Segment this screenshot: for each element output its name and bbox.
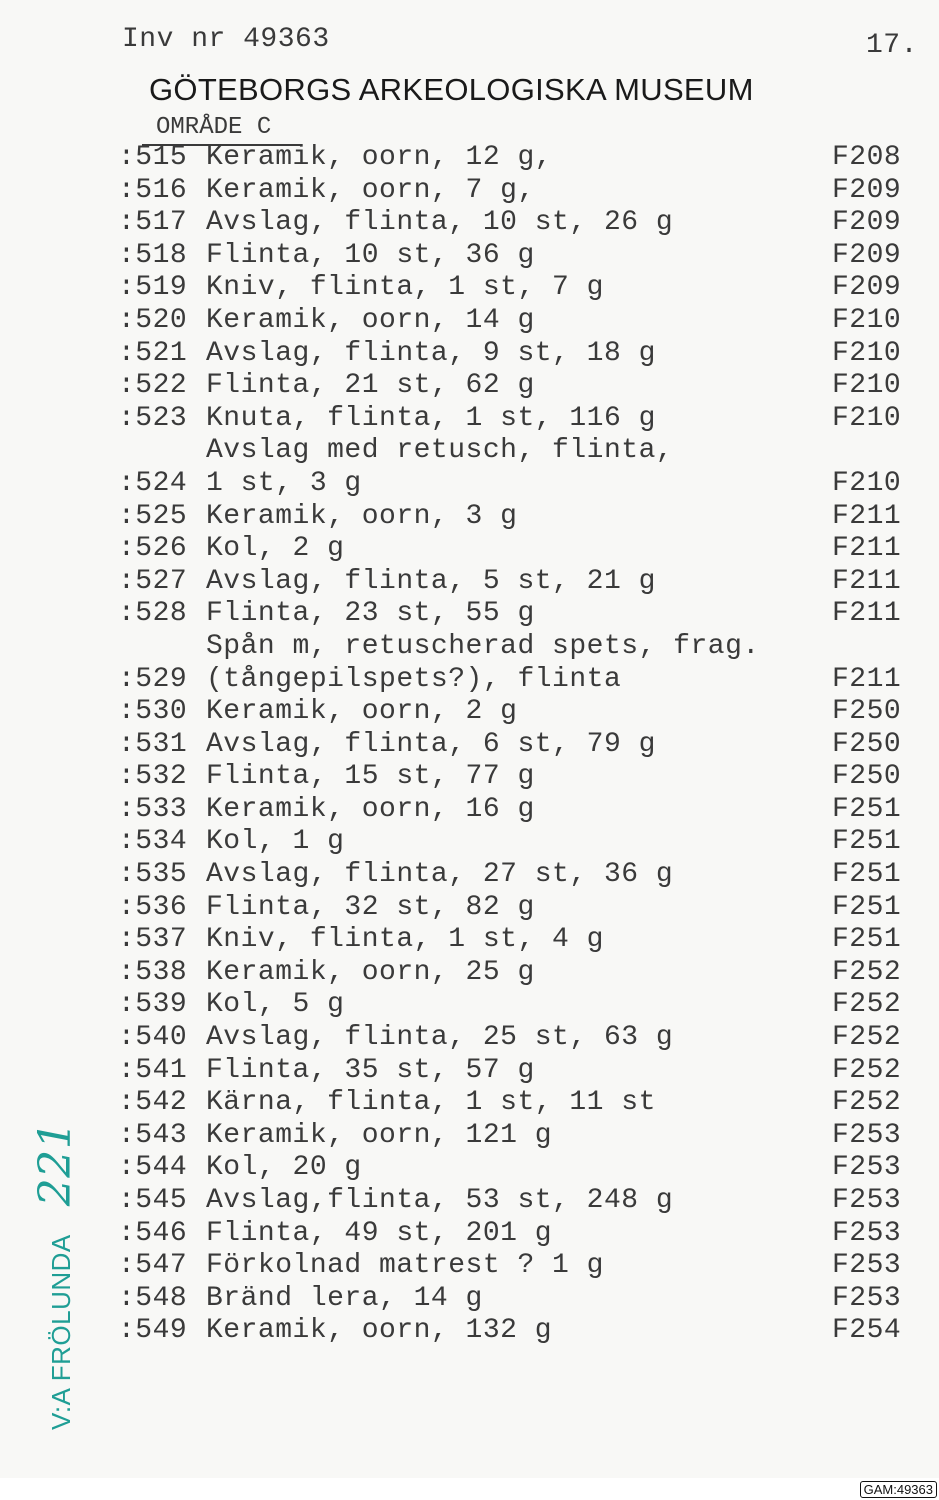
entry-description: Keramik, oorn, 2 g (206, 696, 518, 728)
entry-find-number: F251 (832, 793, 902, 825)
entry-number: :515 (118, 142, 188, 173)
catalog-entry (118, 826, 908, 859)
entry-description: Keramik, oorn, 12 g, (206, 142, 553, 173)
entry-number: :548 (118, 1282, 188, 1314)
entry-number: :541 (118, 1054, 188, 1086)
catalog-entry (118, 924, 908, 957)
catalog-entry (118, 566, 908, 599)
entry-number: :534 (118, 826, 188, 858)
entry-description: Avslag, flinta, 6 st, 79 g (206, 728, 656, 760)
entry-description: Avslag, flinta, 10 st, 26 g (206, 207, 674, 239)
catalog-entry (118, 859, 908, 892)
entry-find-number: F253 (832, 1282, 902, 1314)
entry-number: :536 (118, 891, 188, 923)
catalog-list (118, 142, 908, 1348)
entry-find-number: F211 (832, 565, 902, 597)
entry-description: Kol, 1 g (206, 826, 345, 858)
entry-description: Avslag med retusch, flinta, 1 st, 3 g (206, 435, 674, 499)
entry-find-number: F252 (832, 1054, 902, 1086)
catalog-entry (118, 1055, 908, 1088)
entry-description: Keramik, oorn, 132 g (206, 1315, 553, 1347)
entry-description: Bränd lera, 14 g (206, 1282, 483, 1314)
entry-find-number: F253 (832, 1152, 902, 1184)
entry-find-number: F253 (832, 1217, 902, 1249)
catalog-entry (118, 957, 908, 990)
catalog-entry (118, 1152, 908, 1185)
entry-number: :547 (118, 1250, 188, 1282)
entry-find-number: F253 (832, 1119, 902, 1151)
catalog-entry (118, 1283, 908, 1316)
entry-description: Flinta, 35 st, 57 g (206, 1054, 535, 1086)
entry-description: Kärna, flinta, 1 st, 11 st (206, 1087, 656, 1119)
entry-number: :521 (118, 337, 188, 369)
entry-find-number: F251 (832, 924, 902, 956)
entry-description: Avslag, flinta, 25 st, 63 g (206, 1022, 674, 1054)
catalog-entry (118, 338, 908, 371)
entry-description: Keramik, oorn, 7 g, (206, 174, 535, 206)
entry-find-number: F210 (832, 337, 902, 369)
catalog-entry (118, 892, 908, 925)
entry-find-number: F252 (832, 989, 902, 1021)
entry-description: Kol, 20 g (206, 1152, 362, 1184)
entry-number: :545 (118, 1185, 188, 1216)
archive-label: GAM:49363 (860, 1481, 937, 1498)
entry-find-number: F211 (832, 533, 902, 565)
catalog-entry (118, 1087, 908, 1120)
entry-description: Kol, 2 g (206, 533, 345, 565)
entry-number: :527 (118, 565, 188, 597)
entry-find-number: F251 (832, 826, 902, 858)
entry-find-number: F252 (832, 956, 902, 988)
entry-find-number: F210 (832, 402, 902, 434)
entry-number: :539 (118, 989, 188, 1021)
entry-find-number: F209 (832, 207, 902, 239)
entry-number: :522 (118, 370, 188, 402)
entry-description: Avslag, flinta, 27 st, 36 g (206, 859, 674, 891)
catalog-entry (118, 207, 908, 240)
entry-number: :542 (118, 1087, 188, 1119)
page-number: 17. (866, 30, 918, 61)
catalog-entry (118, 1315, 908, 1348)
entry-description: Keramik, oorn, 25 g (206, 956, 535, 988)
catalog-entry (118, 533, 908, 566)
catalog-entry (118, 794, 908, 827)
entry-description: Flinta, 15 st, 77 g (206, 761, 535, 793)
entry-number: :535 (118, 859, 188, 891)
entry-description: Flinta, 23 st, 55 g (206, 598, 535, 630)
entry-number: :516 (118, 174, 188, 206)
entry-description: Avslag,flinta, 53 st, 248 g (206, 1185, 674, 1216)
entry-find-number: F211 (832, 598, 902, 630)
entry-number: :518 (118, 239, 188, 271)
entry-find-number: F210 (832, 370, 902, 402)
entry-find-number: F251 (832, 859, 902, 891)
place-stamp: V:A FRÖLUNDA (46, 1234, 76, 1430)
entry-find-number: F250 (832, 696, 902, 728)
catalog-entry (118, 370, 908, 403)
entry-description: Avslag, flinta, 9 st, 18 g (206, 337, 656, 369)
catalog-entry (118, 142, 908, 175)
catalog-entry (118, 175, 908, 208)
entry-number: :525 (118, 500, 188, 532)
entry-find-number: F211 (832, 663, 902, 695)
entry-description: Keramik, oorn, 121 g (206, 1119, 553, 1151)
entry-description: Flinta, 10 st, 36 g (206, 239, 535, 271)
entry-find-number: F254 (832, 1315, 902, 1347)
entry-number: :546 (118, 1217, 188, 1249)
entry-find-number: F252 (832, 1022, 902, 1054)
entry-find-number: F209 (832, 272, 902, 304)
entry-description: Kol, 5 g (206, 989, 345, 1021)
entry-number: :517 (118, 207, 188, 239)
entry-description: Keramik, oorn, 16 g (206, 793, 535, 825)
catalog-entry (118, 1218, 908, 1251)
entry-number: :529 (118, 663, 188, 695)
catalog-entry (118, 1185, 908, 1218)
entry-find-number: F208 (832, 142, 902, 173)
entry-number: :530 (118, 696, 188, 728)
catalog-entry (118, 403, 908, 436)
catalog-entry (118, 631, 908, 696)
entry-find-number: F209 (832, 174, 902, 206)
catalog-entry (118, 240, 908, 273)
catalog-entry (118, 989, 908, 1022)
entry-number: :528 (118, 598, 188, 630)
entry-number: :519 (118, 272, 188, 304)
catalog-entry (118, 729, 908, 762)
entry-find-number: F253 (832, 1250, 902, 1282)
catalog-entry (118, 1120, 908, 1153)
entry-description: Spån m, retuscherad spets, frag. (tångepilspets?), flinta (206, 630, 760, 695)
entry-number: :549 (118, 1315, 188, 1347)
entry-description: Avslag, flinta, 5 st, 21 g (206, 565, 656, 597)
museum-name: GÖTEBORGS ARKEOLOGISKA MUSEUM (149, 72, 754, 107)
catalog-entry (118, 761, 908, 794)
entry-number: :543 (118, 1119, 188, 1151)
entry-number: :526 (118, 533, 188, 565)
entry-number: :533 (118, 793, 188, 825)
entry-number: :538 (118, 956, 188, 988)
entry-find-number: F253 (832, 1185, 902, 1216)
entry-description: Flinta, 32 st, 82 g (206, 891, 535, 923)
entry-find-number: F250 (832, 728, 902, 760)
entry-find-number: F250 (832, 761, 902, 793)
margin-note (30, 1121, 81, 1430)
entry-find-number: F251 (832, 891, 902, 923)
entry-number: :544 (118, 1152, 188, 1184)
handwritten-number: 221 (30, 1120, 81, 1207)
entry-number: :540 (118, 1022, 188, 1054)
entry-number: :524 (118, 467, 188, 499)
catalog-entry (118, 1022, 908, 1055)
area-heading: OMRÅDE C (156, 114, 272, 141)
entry-find-number: F209 (832, 239, 902, 271)
entry-find-number: F210 (832, 467, 902, 499)
entry-number: :532 (118, 761, 188, 793)
entry-description: Keramik, oorn, 14 g (206, 304, 535, 336)
entry-number: :531 (118, 728, 188, 760)
entry-description: Förkolnad matrest ? 1 g (206, 1250, 604, 1282)
entry-description: Kniv, flinta, 1 st, 4 g (206, 924, 604, 956)
catalog-entry (118, 435, 908, 500)
entry-description: Flinta, 21 st, 62 g (206, 370, 535, 402)
entry-description: Flinta, 49 st, 201 g (206, 1217, 553, 1249)
entry-number: :523 (118, 402, 188, 434)
entry-description: Knuta, flinta, 1 st, 116 g (206, 402, 656, 434)
entry-find-number: F210 (832, 304, 902, 336)
entry-number: :537 (118, 924, 188, 956)
inventory-number: Inv nr 49363 (122, 24, 330, 55)
entry-description: Keramik, oorn, 3 g (206, 500, 518, 532)
catalog-entry (118, 501, 908, 534)
entry-description: Kniv, flinta, 1 st, 7 g (206, 272, 604, 304)
catalog-entry (118, 598, 908, 631)
entry-find-number: F211 (832, 500, 902, 532)
catalog-entry (118, 305, 908, 338)
catalog-entry (118, 1250, 908, 1283)
catalog-entry (118, 696, 908, 729)
catalog-entry (118, 272, 908, 305)
entry-number: :520 (118, 304, 188, 336)
entry-find-number: F252 (832, 1087, 902, 1119)
